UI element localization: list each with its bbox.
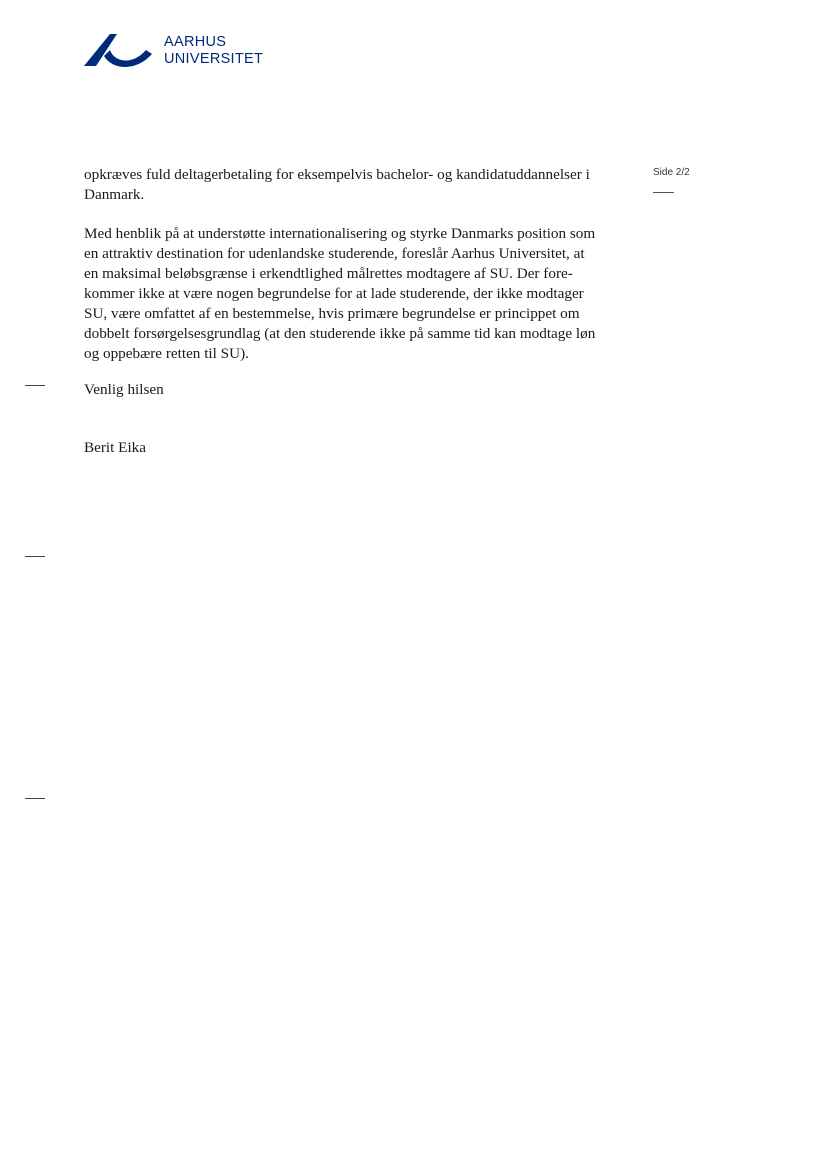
text-line: en maksimal beløbsgrænse i erkendtlighed målrettes modtagere af SU. Der fore- — [84, 265, 573, 282]
signature-name: Berit Eika — [84, 439, 146, 456]
text-line: Med henblik på at understøtte internationalisering og styrke Danmarks position som — [84, 225, 596, 242]
text-line: Danmark. — [84, 186, 145, 203]
logo-line-1: AARHUS — [164, 34, 227, 50]
text-line: en attraktiv destination for udenlandske studerende, foreslår Aarhus Universitet, at — [84, 245, 585, 262]
page-number-rule — [653, 192, 674, 193]
text-line: SU, være omfattet af en bestemmelse, hvis primære begrundelse er princippet om — [84, 305, 580, 322]
paragraph-proposal — [84, 224, 636, 364]
fold-mark — [25, 798, 45, 799]
fold-mark — [25, 385, 45, 386]
logo-wordmark — [164, 34, 263, 68]
text-line: dobbelt forsørgelsesgrundlag (at den studerende ikke på samme tid kan modtage løn — [84, 325, 596, 342]
text-line: og oppebære retten til SU). — [84, 345, 249, 362]
fold-mark — [25, 556, 45, 557]
page-number-label: Side 2/2 — [653, 167, 690, 178]
paragraph-continuation — [84, 165, 636, 205]
text-line: opkræves fuld deltagerbetaling for eksempelvis bachelor- og kandidatuddannelser i — [84, 166, 590, 183]
logo-line-2: UNIVERSITET — [164, 51, 264, 67]
university-logo-icon — [84, 32, 152, 68]
closing-salutation: Venlig hilsen — [84, 381, 164, 398]
text-line: kommer ikke at være nogen begrundelse for at lade studerende, der ikke modtager — [84, 285, 584, 302]
aarhus-university-logo — [84, 32, 274, 72]
